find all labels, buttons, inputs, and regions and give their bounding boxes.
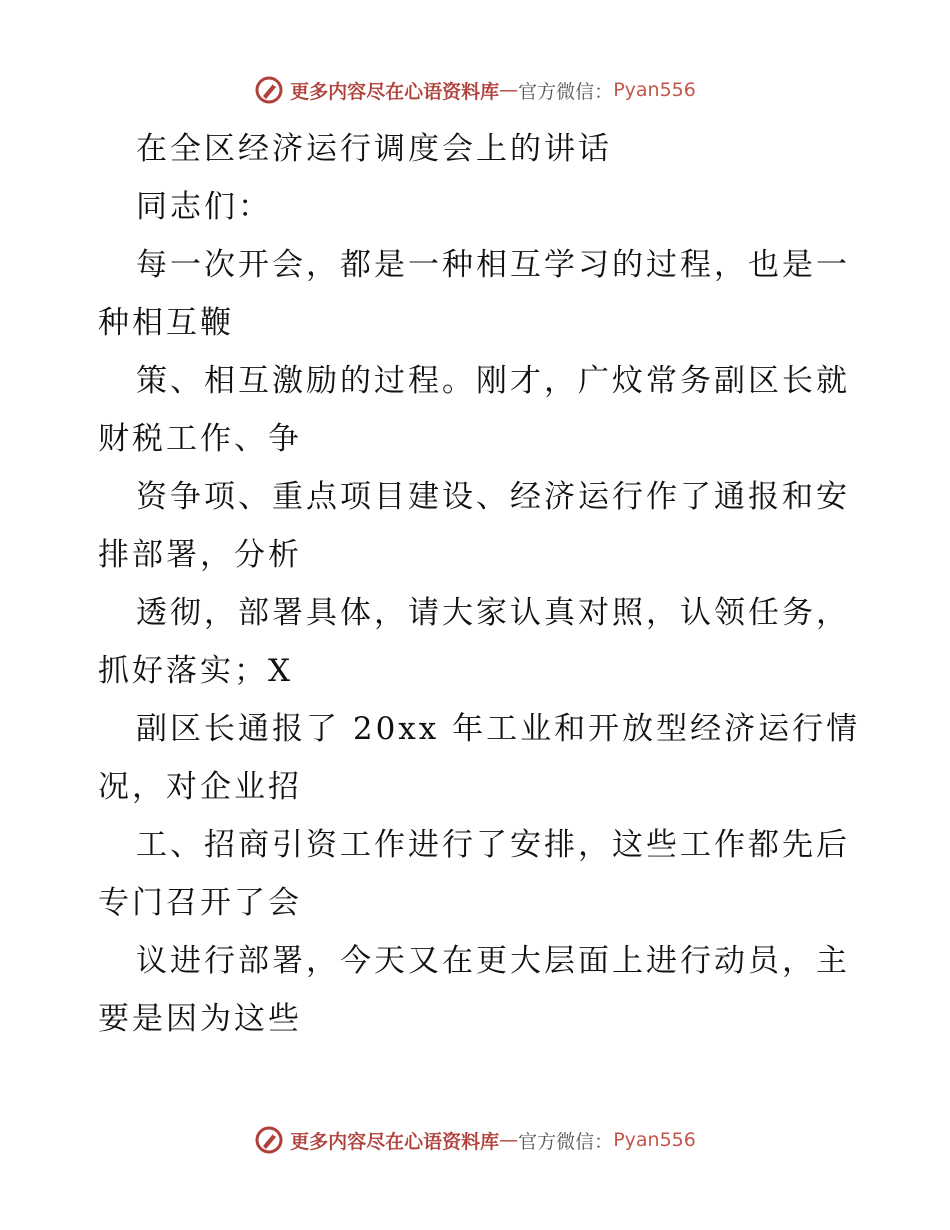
paragraph-line: 资争项、重点项目建设、经济运行作了通报和安 — [136, 479, 850, 515]
paragraph-line: 要是因为这些 — [98, 1001, 302, 1037]
header-dash: — — [499, 79, 519, 101]
footer-wechat-label: 官方微信： — [518, 1130, 614, 1153]
paragraph-line: 财税工作、争 — [98, 421, 302, 457]
header-site-name: 更多内容尽在心语资料库 — [290, 80, 500, 103]
paragraph-line: 工、招商引资工作进行了安排，这些工作都先后 — [136, 827, 850, 863]
header-wechat-label: 官方微信： — [518, 80, 614, 103]
footer-watermark — [0, 1120, 950, 1160]
header-watermark — [0, 70, 950, 110]
paragraph-line: 排部署，分析 — [98, 537, 302, 573]
footer-site-name: 更多内容尽在心语资料库 — [290, 1130, 500, 1153]
paragraph-line: 议进行部署，今天又在更大层面上进行动员，主 — [136, 943, 850, 979]
paragraph-line: 况，对企业招 — [98, 769, 302, 805]
paragraph-line: 透彻，部署具体，请大家认真对照，认领任务， — [136, 595, 850, 631]
salutation: 同志们： — [136, 189, 272, 225]
paragraph-line: 抓好落实；X — [98, 653, 294, 689]
paragraph-line: 专门召开了会 — [98, 885, 302, 921]
footer-dash: — — [499, 1129, 519, 1151]
document-title: 在全区经济运行调度会上的讲话 — [136, 131, 612, 167]
pen-logo-icon — [254, 75, 284, 105]
header-wechat-handle: Pyan556 — [613, 79, 696, 101]
paragraph-line: 副区长通报了 20xx 年工业和开放型经济运行情 — [136, 711, 861, 747]
pen-logo-icon — [254, 1125, 284, 1155]
paragraph-line: 种相互鞭 — [98, 305, 234, 341]
paragraph-line: 策、相互激励的过程。刚才，广炆常务副区长就 — [136, 363, 850, 399]
document-body — [98, 120, 861, 1048]
paragraph-line: 每一次开会，都是一种相互学习的过程，也是一 — [136, 247, 850, 283]
footer-wechat-handle: Pyan556 — [613, 1129, 696, 1151]
